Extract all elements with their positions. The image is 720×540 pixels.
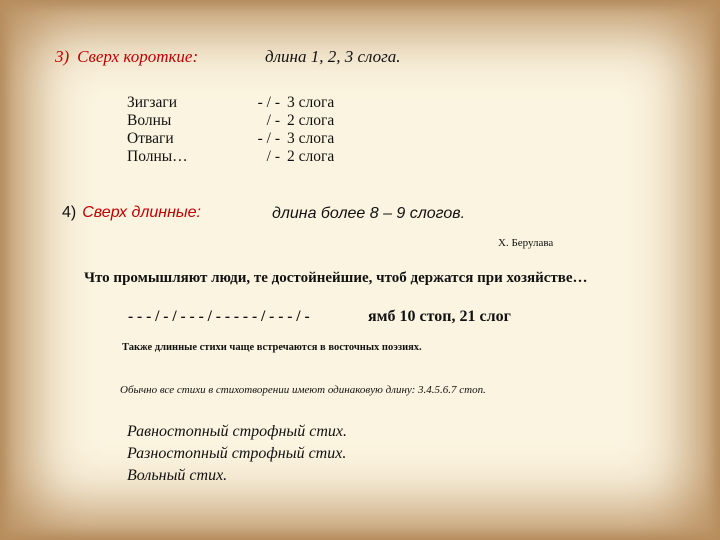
example-row xyxy=(240,148,334,166)
section4-length: длина более 8 – 9 слогов. xyxy=(272,205,466,222)
syllable-count: 2 слога xyxy=(287,112,335,129)
example-word: Волны xyxy=(127,112,172,129)
meter-pattern: - - - / - / - - - / - - - - - / - - - / - xyxy=(128,308,310,325)
example-row xyxy=(240,112,334,130)
section3-title: Сверх короткие: xyxy=(77,47,199,66)
verse-type: Разностопный строфный стих. xyxy=(127,445,347,462)
section4-heading xyxy=(62,204,201,222)
note-verse-length: Обычно все стихи в стихотворении имеют одинаковую длину: 3.4.5.6.7 стоп. xyxy=(120,384,486,396)
verse-type: Вольный стих. xyxy=(127,467,228,484)
example-word: Отваги xyxy=(127,130,174,147)
stress-pattern: / - xyxy=(266,148,280,165)
syllable-count: 3 слога xyxy=(287,130,335,147)
example-words xyxy=(127,94,188,166)
verse-types xyxy=(127,421,347,487)
syllable-count: 3 слога xyxy=(287,94,335,111)
example-word: Зигзаги xyxy=(127,94,178,111)
stress-pattern: - / - xyxy=(257,94,280,111)
author: Х. Берулава xyxy=(498,237,554,249)
section3-heading xyxy=(55,47,198,67)
stress-pattern: - / - xyxy=(257,130,280,147)
example-row xyxy=(240,94,334,112)
meter-label: ямб 10 стоп, 21 слог xyxy=(368,308,511,325)
stress-pattern: / - xyxy=(266,112,280,129)
section4-title: Сверх длинные: xyxy=(82,204,201,221)
section3-number: 3) xyxy=(55,47,70,66)
quote: Что промышляют люди, те достойнейшие, чтоб держатся при хозяйстве… xyxy=(84,270,588,286)
example-word: Полны… xyxy=(127,148,188,165)
note-long-verses: Также длинные стихи чаще встречаются в восточных поэзиях. xyxy=(122,342,422,353)
example-row xyxy=(240,130,334,148)
example-patterns xyxy=(240,94,334,166)
verse-type: Равностопный строфный стих. xyxy=(127,423,348,440)
section4-number: 4) xyxy=(62,204,77,221)
section3-length: длина 1, 2, 3 слога. xyxy=(265,47,401,66)
syllable-count: 2 слога xyxy=(287,148,335,165)
